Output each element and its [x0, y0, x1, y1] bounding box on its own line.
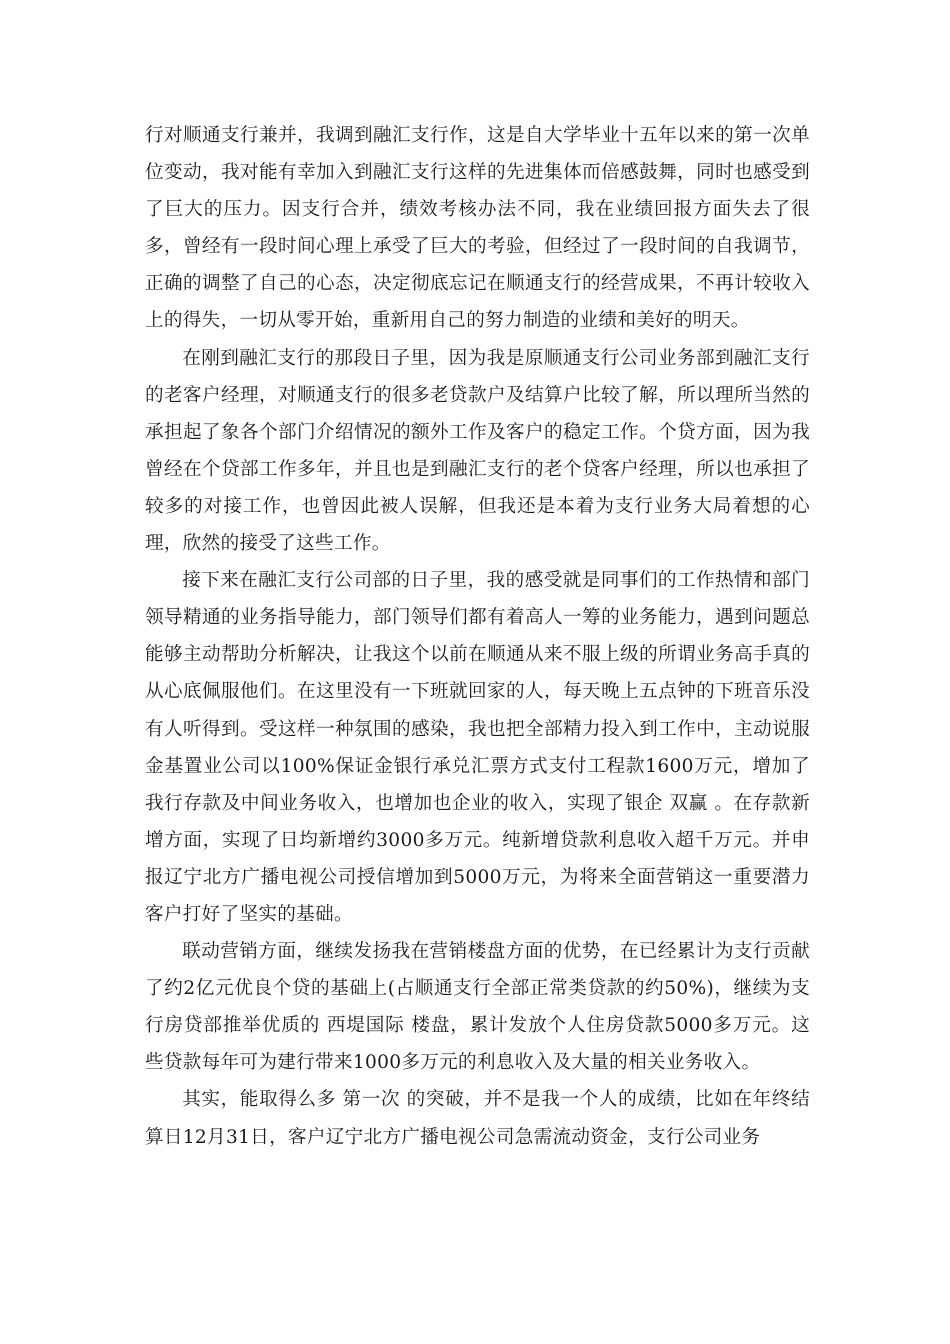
paragraph-joint-marketing: 联动营销方面，继续发扬我在营销楼盘方面的优势，在已经累计为支行贡献了约2亿元优良个贷的基础上(占顺通支行全部正常类贷款的约50%)，继续为支行房贷部推举优质的 西堤国际 楼盘，累计发放个人住房贷款5000多万元。这些贷款每年可为建行带来1000多万元的利息收入及大量的相关业务收入。 [145, 941, 810, 1074]
paragraph-corporate-department: 接下来在融汇支行公司部的日子里，我的感受就是同事们的工作热情和部门领导精通的业务指导能力，部门领导们都有着高人一筹的业务能力，遇到问题总能够主动帮助分析解决，让我这个以前在顺通从来不服上级的所谓业务高手真的从心底佩服他们。在这里没有一下班就回家的人，每天晚上五点钟的下班音乐没有人听得到。受这样一种氛围的感染，我也把全部精力投入到工作中，主动说服金基置业公司以100%保证金银行承兑汇票方式支付工程款1600万元，增加了我行存款及中间业务收入，也增加也企业的收入，实现了银企 双赢 。在存款新增方面，实现了日均新增约3000多万元。纯新增贷款利息收入超千万元。并申报辽宁北方广播电视公司授信增加到5000万元，为将来全面营销这一重要潜力客户打好了坚实的基础。 [145, 570, 810, 925]
paragraph-new-branch-start: 在刚到融汇支行的那段日子里，因为我是原顺通支行公司业务部到融汇支行的老客户经理，对顺通支行的很多老贷款户及结算户比较了解，所以理所当然的承担起了象各个部门介绍情况的额外工作及客户的稳定工作。个贷方面，因为我曾经在个贷部工作多年，并且也是到融汇支行的老个贷客户经理，所以也承担了较多的对接工作，也曾因此被人误解，但我还是本着为支行业务大局着想的心理，欣然的接受了这些工作。 [145, 347, 810, 555]
paragraph-achievements: 其实，能取得么多 第一次 的突破，并不是我一个人的成绩，比如在年终结算日12月31日，客户辽宁北方广播电视公司急需流动资金，支行公司业务 [145, 1089, 810, 1148]
document-body [145, 117, 810, 1156]
paragraph-continuation: 行对顺通支行兼并，我调到融汇支行作，这是自大学毕业十五年以来的第一次单位变动，我对能有幸加入到融汇支行这样的先进集体而倍感鼓舞，同时也感受到了巨大的压力。因支行合并，绩效考核办法不同，我在业绩回报方面失去了很多，曾经有一段时间心理上承受了巨大的考验，但经过了一段时间的自我调节，正确的调整了自己的心态，决定彻底忘记在顺通支行的经营成果，不再计较收入上的得失，一切从零开始，重新用自己的努力制造的业绩和美好的明天。 [145, 125, 810, 332]
